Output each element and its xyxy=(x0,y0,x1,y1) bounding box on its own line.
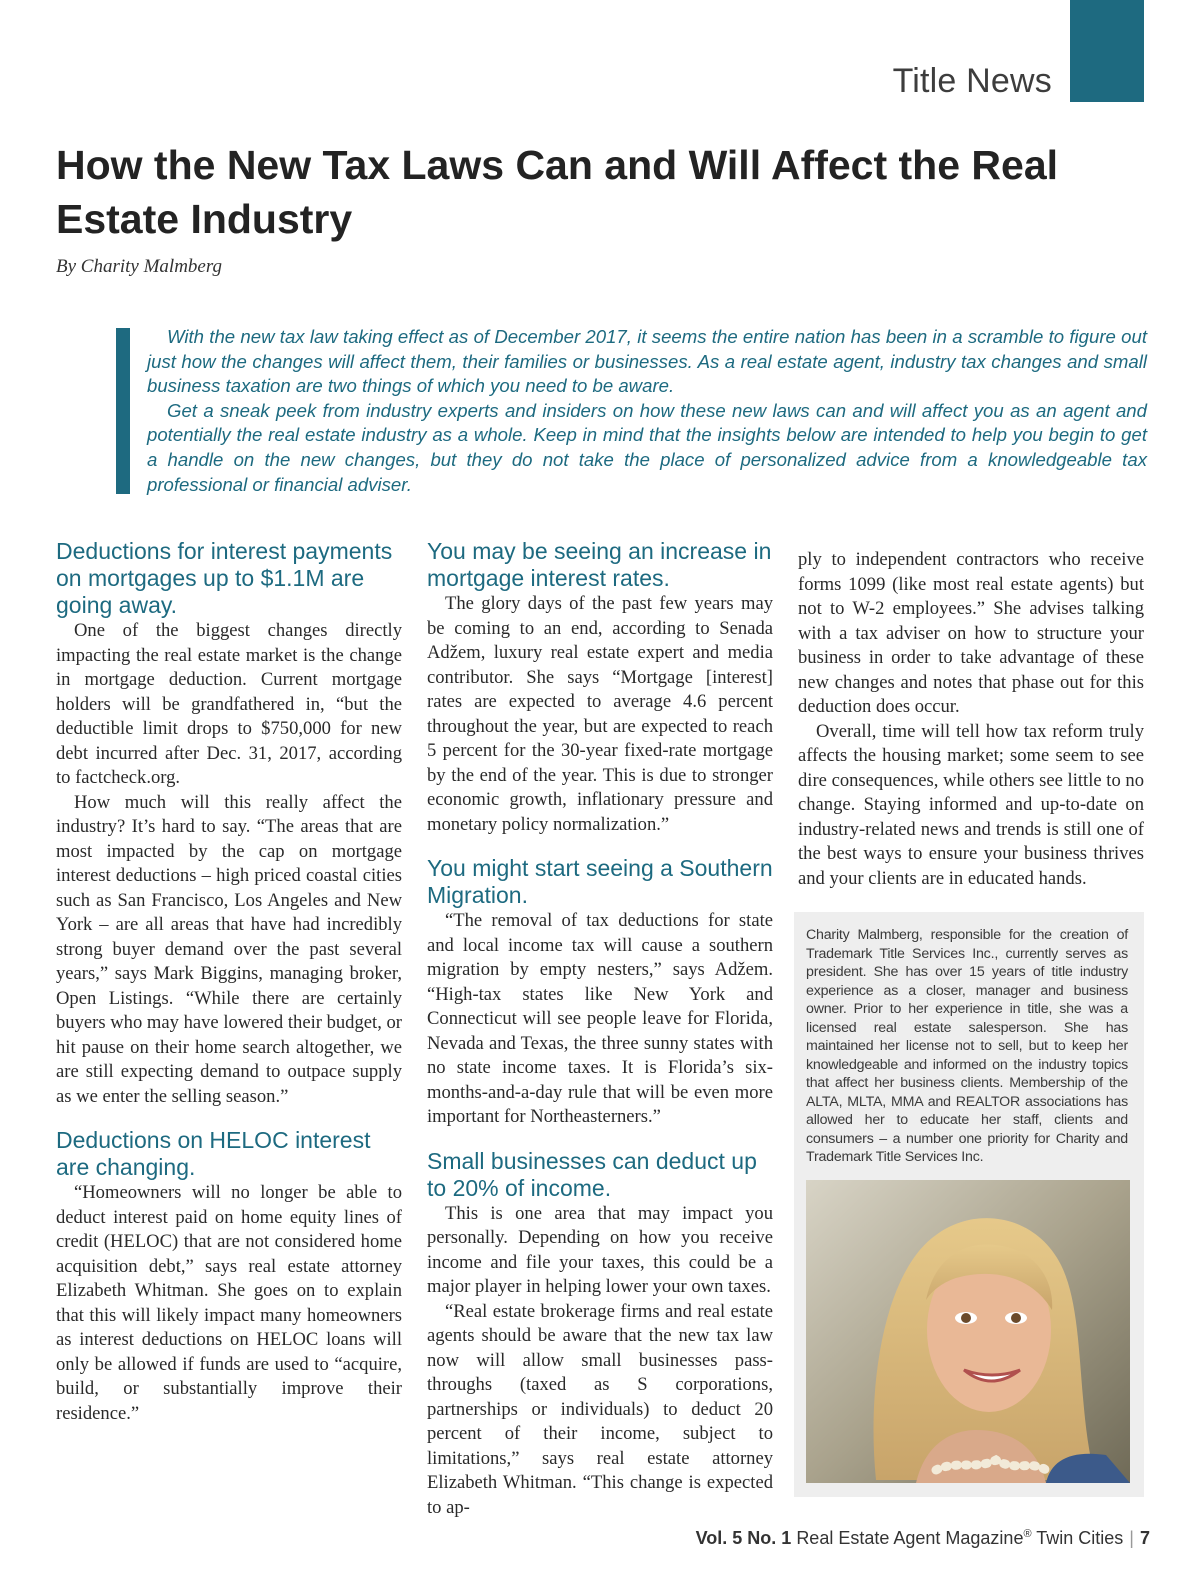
body-paragraph: “The removal of tax deductions for state and local income tax will cause a southern migration by empty nesters,” says Adžem. “High-tax states like New York and Connecticut will see people leave for Florida, Nevada and Texas, the three sunny states with no state income taxes. It is Florida’s six-months-and-a-day rule that will be even more important for Northeasterners.” xyxy=(427,910,773,1127)
footer-magazine-name: Real Estate Agent Magazine xyxy=(796,1528,1024,1548)
section-heading: Deductions for interest payments on mortgages up to $1.1M are going away. xyxy=(56,538,393,618)
author-portrait-photo xyxy=(806,1180,1130,1483)
page-number: 7 xyxy=(1139,1528,1150,1548)
column-1 xyxy=(56,538,402,1426)
page-footer xyxy=(696,1528,1150,1549)
body-paragraph: “Homeowners will no longer be able to deduct interest paid on home equity lines of credit (HELOC) that are not considered home acquisition debt,” says real estate attorney Elizabeth Whitman. She goes on to explain that this will likely impact many homeowners as interest deductions on HELOC loans will only be allowed if funds are used to “acquire, build, or substantially improve their residence.” xyxy=(56,1182,402,1424)
article-title: How the New Tax Laws Can and Will Affect the Real Estate Industry xyxy=(56,142,1059,242)
intro-paragraph: Get a sneak peek from industry experts and insiders on how these new laws can and will affect you as an agent and potentially the real estate industry as a whole. Keep in mind that the insights below are intended to help you begin to get a handle on the new changes, but they do not take the place of personalized advice from a knowledgeable tax professional or financial adviser. xyxy=(147,399,1147,495)
byline: By Charity Malmberg xyxy=(56,256,223,277)
section-accent-block xyxy=(1070,0,1144,102)
registered-mark: ® xyxy=(1023,1528,1032,1540)
body-paragraph: This is one area that may impact you personally. Depending on how you receive income and file your taxes, this could be a major player in helping lower your own taxes. xyxy=(427,1202,773,1297)
footer-volume: Vol. 5 No. 1 xyxy=(695,1528,792,1548)
section-heading: You may be seeing an increase in mortgage interest rates. xyxy=(427,538,772,591)
intro-block xyxy=(147,325,1147,497)
author-bio-text: Charity Malmberg, responsible for the creation of Trademark Title Services Inc., currently serves as president. She has over 15 years of title industry experience as a closer, manager and business owner. Prior to her experience in title, she was a licensed real estate salesperson. She has maintained her license not to sell, but to keep her knowledgeable and informed on the industry topics that affect her business clients. Membership of the ALTA, MLTA, MMA and REALTOR associations has allowed her to educate her staff, clients and consumers – a number one priority for Charity and Trademark Title Services Inc. xyxy=(806,927,1128,1165)
author-bio-box xyxy=(794,912,1144,1497)
intro-paragraph: With the new tax law taking effect as of December 2017, it seems the entire nation has been in a scramble to figure out just how the changes will affect them, their families or businesses. As a real estate agent, industry tax changes and small business taxation are two things of which you need to be aware. xyxy=(147,326,1147,397)
column-3 xyxy=(798,548,1144,891)
body-paragraph-continued: ply to independent contractors who receive forms 1099 (like most real estate agents) but not to W-2 employees.” She advises talking with a tax adviser on how to structure your business in order to take advantage of these new changes and notes that phase out for this deduction does occur. xyxy=(798,549,1144,717)
body-paragraph: “Real estate brokerage firms and real estate agents should be aware that the new tax law now will allow small businesses pass-throughs (taxed as S corporations, partnerships or individuals) to deduct 20 percent of their income, subject to limitations,” says real estate attorney Elizabeth Whitman. “This change is expected to ap- xyxy=(427,1300,773,1518)
section-heading: You might start seeing a Southern Migration. xyxy=(427,855,773,908)
author-portrait-illustration xyxy=(806,1180,1130,1483)
body-paragraph: How much will this really affect the industry? It’s hard to say. “The areas that are most impacted by the cap on mortgage interest deductions – high priced coastal cities such as San Francisco, Los Angeles and New York – are all areas that have had incredibly strong buyer demand over the past several years,” says Mark Biggins, managing broker, Open Listings. “While there are certainly buyers who may have lowered their budget, or hit pause on their home search altogether, we are still expecting demand to outpace supply as we enter the selling season.” xyxy=(56,791,402,1107)
intro-accent-bar xyxy=(116,328,130,494)
body-paragraph: One of the biggest changes directly impacting the real estate market is the change in mortgage deduction. Current mortgage holders will be grandfathered in, “but the deductible limit drops to $750,000 for new debt incurred after Dec. 31, 2017, according to factcheck.org. xyxy=(56,620,402,788)
column-2 xyxy=(427,538,773,1520)
body-paragraph: Overall, time will tell how tax reform truly affects the housing market; some seem to see dire consequences, while others see little to no change. Staying informed and up-to-date on industry-related news and trends is still one of the best ways to ensure your business thrives and your clients are in educated hands. xyxy=(798,720,1144,889)
footer-edition: Twin Cities xyxy=(1036,1528,1124,1548)
section-heading: Small businesses can deduct up to 20% of income. xyxy=(427,1147,757,1201)
body-paragraph: The glory days of the past few years may be coming to an end, according to Senada Adžem, luxury real estate expert and media contributor. She says “Mortgage [interest] rates are expected to average 4.6 percent throughout the year, but are expected to reach 5 percent for the 30-year fixed-rate mortgage by the end of the year. This is due to stronger economic growth, inflationary pressure and monetary policy normalization.” xyxy=(427,593,773,835)
section-label: Title News xyxy=(892,62,1052,100)
footer-divider: | xyxy=(1129,1528,1134,1548)
section-heading: Deductions on HELOC interest are changing. xyxy=(56,1127,371,1180)
